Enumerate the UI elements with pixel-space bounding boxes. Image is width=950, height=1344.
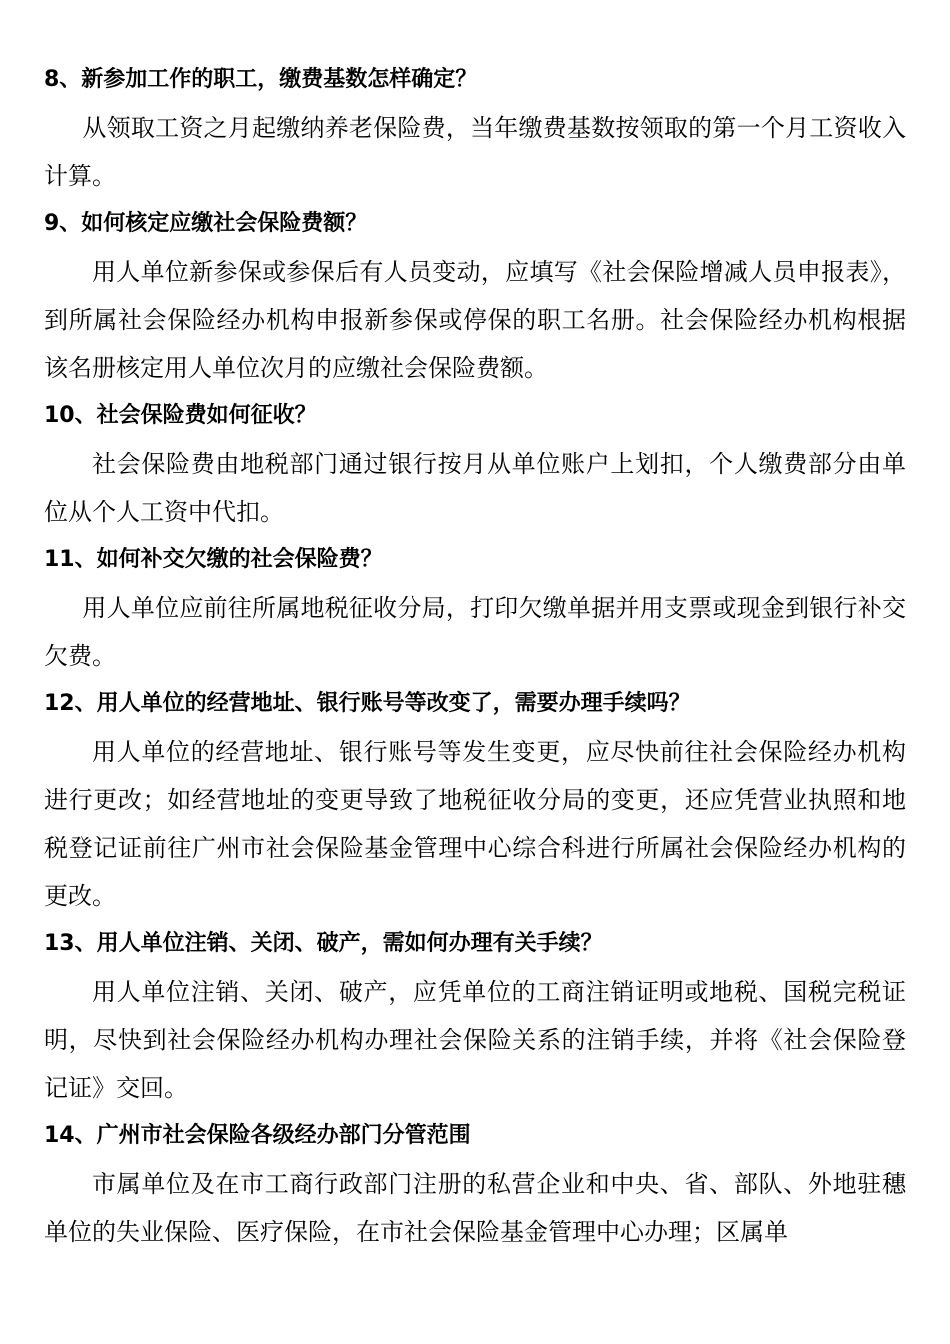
answer-paragraph: 社会保险费由地税部门通过银行按月从单位账户上划扣，个人缴费部分由单位从个人工资中代扣。	[44, 450, 906, 526]
qa-item-8	[44, 56, 906, 200]
question-heading: 13、用人单位注销、关闭、破产，需如何办理有关手续？	[44, 931, 603, 956]
answer-paragraph: 市属单位及在市工商行政部门注册的私营企业和中央、省、部队、外地驻穗单位的失业保险、医疗保险，在市社会保险基金管理中心办理；区属单	[44, 1170, 906, 1246]
answer-paragraph: 用人单位的经营地址、银行账号等发生变更，应尽快前往社会保险经办机构进行更改；如经营地址的变更导致了地税征收分局的变更，还应凭营业执照和地税登记证前往广州市社会保险基金管理中心综合科进行所属社会保险经办机构的更改。	[44, 738, 906, 910]
qa-item-11	[44, 536, 906, 680]
answer-paragraph: 用人单位应前往所属地税征收分局，打印欠缴单据并用支票或现金到银行补交欠费。	[44, 594, 906, 670]
qa-item-10	[44, 392, 906, 536]
answer-paragraph: 用人单位新参保或参保后有人员变动，应填写《社会保险增减人员申报表》，到所属社会保险经办机构申报新参保或停保的职工名册。社会保险经办机构根据该名册核定用人单位次月的应缴社会保险费额。	[44, 258, 906, 382]
question-heading: 8、新参加工作的职工，缴费基数怎样确定？	[44, 67, 478, 92]
question-heading: 9、如何核定应缴社会保险费额？	[44, 211, 368, 236]
qa-item-14	[44, 1112, 906, 1256]
answer-paragraph: 从领取工资之月起缴纳养老保险费，当年缴费基数按领取的第一个月工资收入计算。	[44, 114, 906, 190]
qa-item-12	[44, 680, 906, 920]
question-heading: 14、广州市社会保险各级经办部门分管范围	[44, 1123, 471, 1148]
qa-item-13	[44, 920, 906, 1112]
question-heading: 10、社会保险费如何征收？	[44, 403, 317, 428]
answer-paragraph: 用人单位注销、关闭、破产，应凭单位的工商注销证明或地税、国税完税证明，尽快到社会保险经办机构办理社会保险关系的注销手续，并将《社会保险登记证》交回。	[44, 978, 906, 1102]
question-heading: 12、用人单位的经营地址、银行账号等改变了，需要办理手续吗？	[44, 691, 691, 716]
question-heading: 11、如何补交欠缴的社会保险费？	[44, 547, 383, 572]
document-page	[44, 56, 906, 1256]
qa-item-9	[44, 200, 906, 392]
